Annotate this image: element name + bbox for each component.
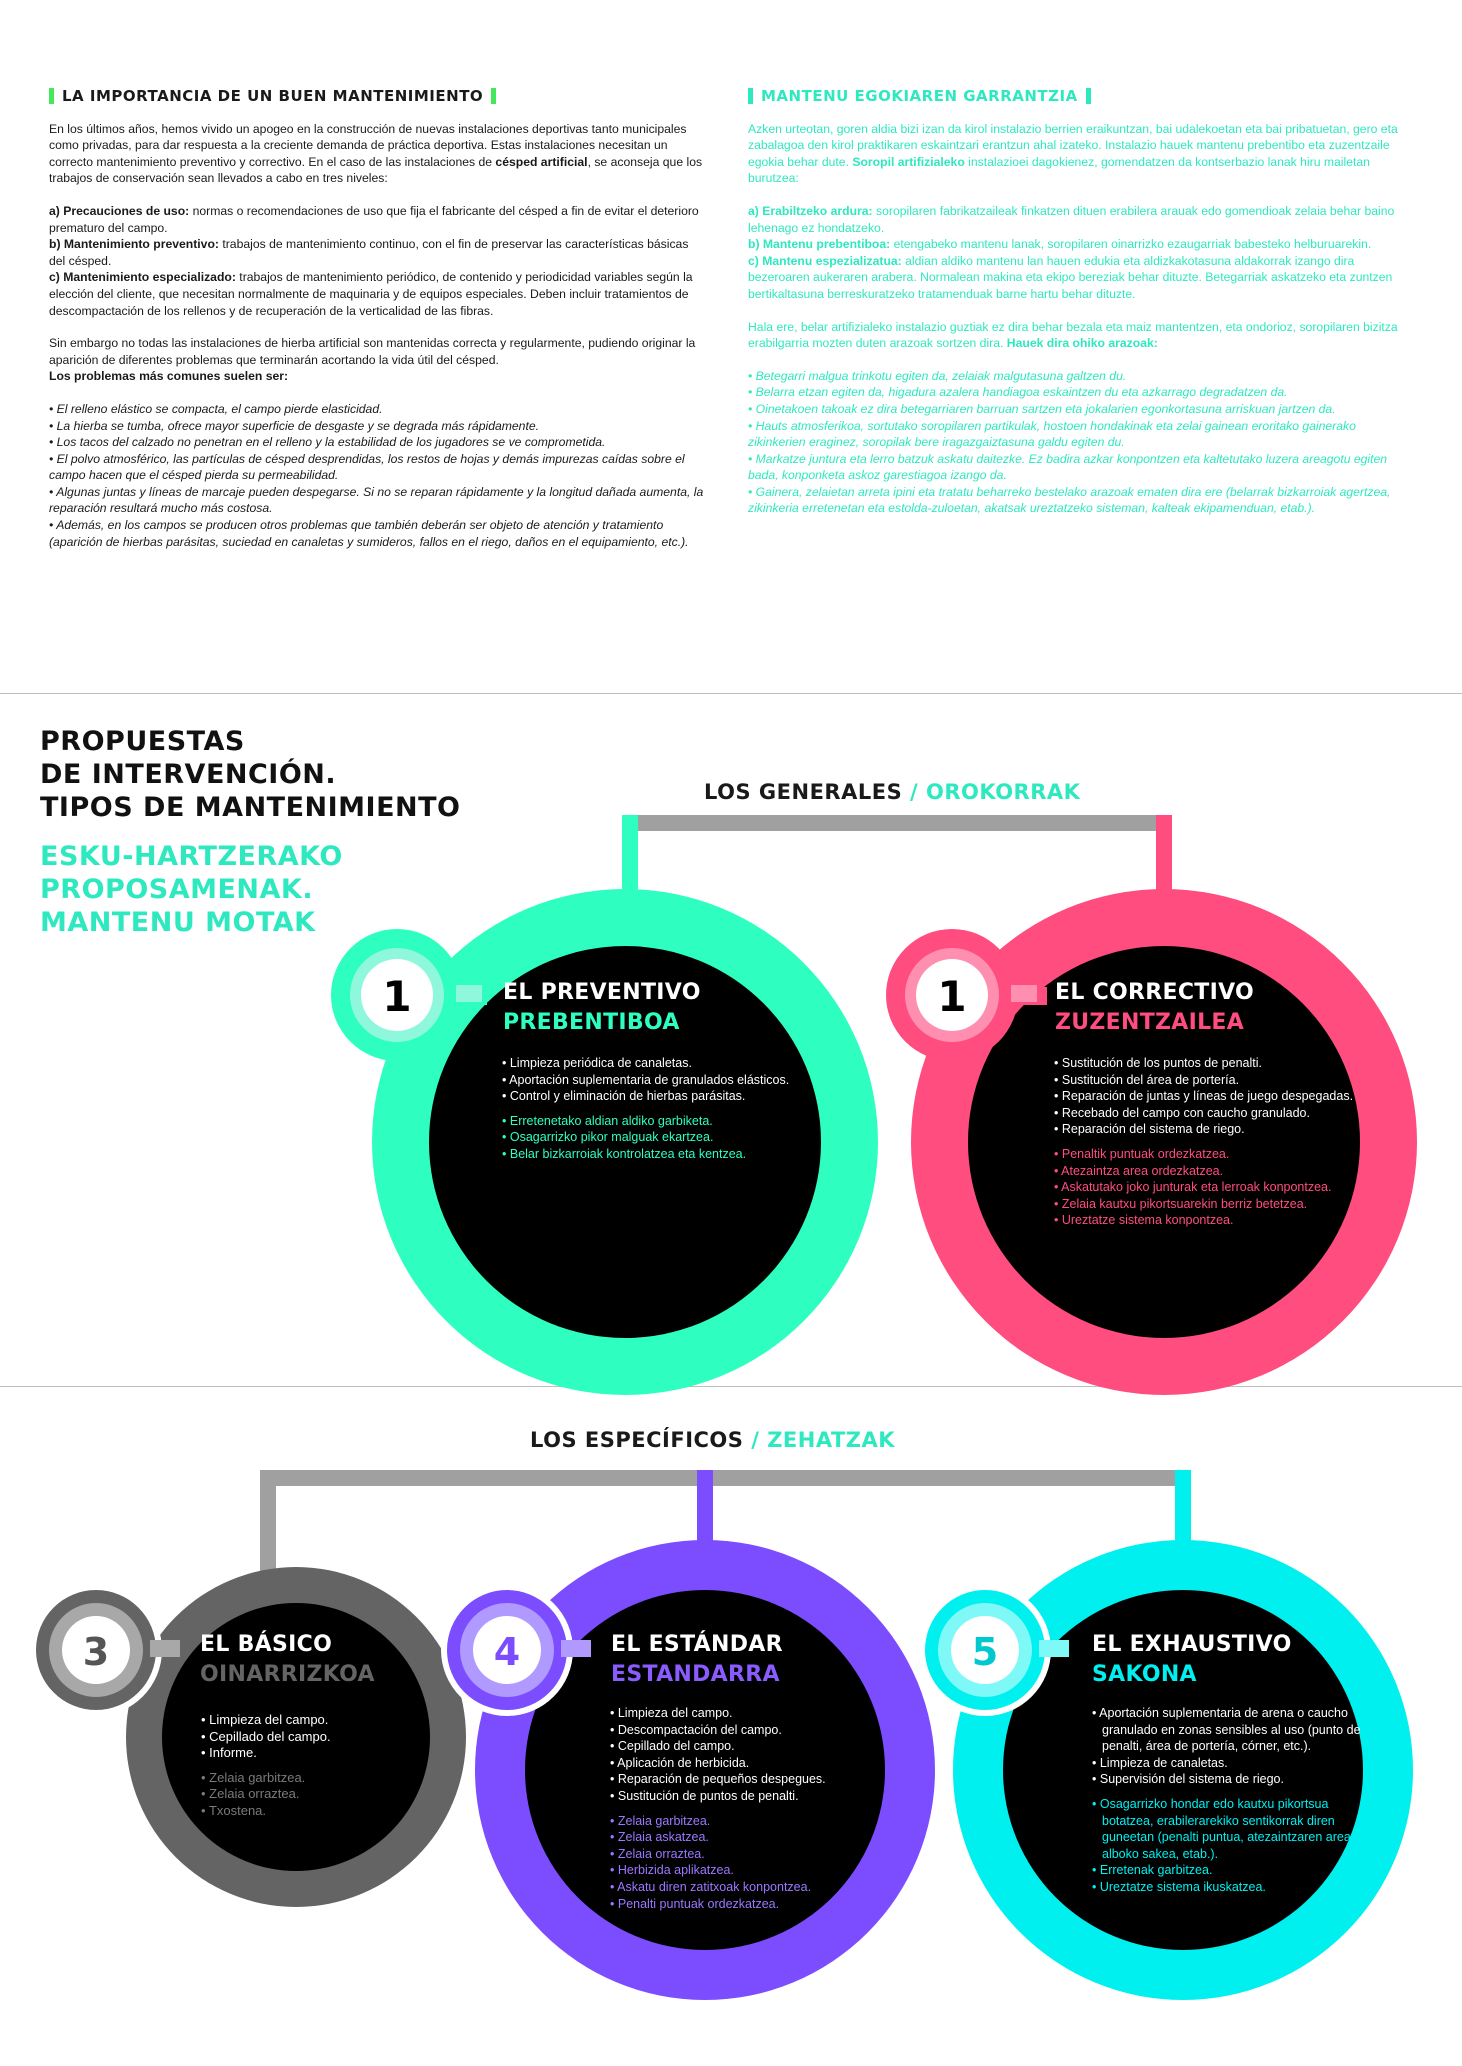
list-item: • Zelaia garbitzea.	[610, 1813, 880, 1830]
badge-tab	[456, 985, 482, 1002]
problem-item: • Markatze juntura eta lerro batzuk askatu daitezke. Ez badira azkar konpontzen eta kaltetutako luzera areagotu egiten bada, konponketa askoz garestiagoa izango da.	[748, 451, 1388, 483]
list-item: • Txostena.	[201, 1803, 401, 1820]
list-item: • Zelaia garbitzea.	[201, 1770, 401, 1787]
problem-item: • Gainera, zelaietan arreta ipini eta tratatu beharreko bestelako arazoak ematen dira ere (belarrak bizkarroiak agertzea, zikinkeria erretenetan eta estolda-zuloetan, akatsak ureztatzeko sisteman, kalteak ekipamenduan, etab.).	[748, 484, 1391, 516]
circle-title-basico	[200, 1630, 375, 1690]
list-item: • Cepillado del campo.	[610, 1738, 880, 1755]
label-es: LOS ESPECÍFICOS	[530, 1428, 744, 1452]
text-bold: Hauek dira ohiko arazoak:	[1006, 336, 1158, 351]
text: , se aconseja que los trabajos de conservación sean llevados a cabo en tres niveles:	[49, 154, 703, 186]
list-item: • Limpieza de canaletas.	[1092, 1755, 1382, 1772]
title-es: EL ESTÁNDAR	[611, 1632, 783, 1657]
title-eu: ZUZENTZAILEA	[1055, 1010, 1245, 1035]
title-line: MANTENU MOTAK	[40, 907, 316, 938]
text: En los últimos años, hemos vivido un apogeo en la construcción de nuevas instalaciones deportivas tanto municipales como privadas, para dar respuesta a la creciente demanda de práctica deportiva. Estas instalaciones necesitan un correcto mantenimiento preventivo y correctivo. En el caso de las instalaciones de	[49, 121, 687, 169]
level-key: a) Erabiltzeko ardura:	[748, 203, 873, 218]
list-item: • Zelaia orraztea.	[201, 1786, 401, 1803]
list-item: • Sustitución del área de portería.	[1054, 1072, 1394, 1089]
title-line: TIPOS DE MANTENIMIENTO	[40, 792, 461, 823]
level-key: b) Mantenu prebentiboa:	[748, 237, 891, 252]
list-item: • Ureztatze sistema konpontzea.	[1054, 1212, 1394, 1229]
problem-item: • Oinetakoen takoak ez dira betegarriaren barruan sartzen eta jokalarien egonkortasuna arriskuan jartzen da.	[748, 401, 1336, 416]
level-key: b) Mantenimiento preventivo:	[49, 237, 219, 252]
list-item: • Herbizida aplikatzea.	[610, 1862, 880, 1879]
list-item: • Erretenak garbitzea.	[1092, 1862, 1382, 1879]
level-key: a) Precauciones de uso:	[49, 203, 190, 218]
label-sep: /	[743, 1428, 768, 1452]
list-item: • Descompactación del campo.	[610, 1722, 880, 1739]
list-item: • Reparación del sistema de riego.	[1054, 1121, 1394, 1138]
problem-item: • El polvo atmosférico, las partículas de césped desprendidas, los restos de hojas y demás impurezas caídas sobre el campo hacen que el césped pierda su permeabilidad.	[49, 451, 685, 483]
list-item: • Control y eliminación de hierbas parásitas.	[502, 1088, 842, 1105]
title-es: EL BÁSICO	[200, 1632, 333, 1657]
text-bold: Los problemas más comunes suelen ser:	[49, 369, 289, 384]
badge-tab	[1039, 1640, 1069, 1657]
list-item: • Zelaia orraztea.	[610, 1846, 880, 1863]
title-line: DE INTERVENCIÓN.	[40, 759, 337, 790]
problem-item: • El relleno elástico se compacta, el campo pierde elasticidad.	[49, 401, 383, 416]
list-estandar	[610, 1705, 880, 1912]
text: instalazioei dagokienez, gomendatzen da kontserbazio lanak hiru mailetan burutzea:	[748, 154, 1370, 186]
text: Azken urteotan, goren aldia bizi izan da kirol instalazio berrien eraikuntzan, bai udalekoetan eta bai pribatuetan, gero eta zabalagoa den kirol praktikaren eskaintzari erantzun ahal izateko. Instalazio hauek mantenu prebentibo eta zuzentzaile egokia behar dute.	[748, 121, 1398, 169]
title-eu: PREBENTIBOA	[503, 1010, 680, 1035]
title-es: EL CORRECTIVO	[1055, 980, 1255, 1005]
list-item: • Zelaia askatzea.	[610, 1829, 880, 1846]
list-item: • Limpieza del campo.	[610, 1705, 880, 1722]
list-item: • Askatutako joko junturak eta lerroak konpontzea.	[1054, 1179, 1394, 1196]
intro-es-title-text: LA IMPORTANCIA DE UN BUEN MANTENIMIENTO	[62, 87, 484, 105]
list-item: • Zelaia kautxu pikortsuarekin berriz betetzea.	[1054, 1196, 1394, 1213]
level-key: c) Mantenimiento especializado:	[49, 270, 236, 285]
intro-eu-title-text: MANTENU EGOKIAREN GARRANTZIA	[761, 87, 1078, 105]
level-text: etengabeko mantenu lanak, soropilaren oinarrizko ezaugarriak babesteko helburuarekin.	[890, 237, 1372, 252]
circle-title-preventivo	[503, 978, 701, 1038]
problem-item: • La hierba se tumba, ofrece mayor superficie de desgaste y se degrada más rápidamente.	[49, 418, 540, 433]
level-text: soropilaren fabrikatzaileak finkatzen dituen erabilera arauak edo gomendioak zelaia behar baino lehenago ez hondatzeko.	[748, 203, 1395, 235]
list-item: • Ureztatze sistema ikuskatzea.	[1092, 1879, 1382, 1896]
title-line: PROPUESTAS	[40, 726, 245, 757]
list-item: • Aportación suplementaria de arena o caucho granulado en zonas sensibles al uso (punto de penalti, área de portería, córner, etc.).	[1092, 1705, 1382, 1755]
list-item: • Recebado del campo con caucho granulado.	[1054, 1105, 1394, 1122]
title-line: ESKU-HARTZERAKO	[40, 841, 343, 872]
level-key: c) Mantenu espezializatua:	[748, 253, 902, 268]
list-correctivo	[1054, 1055, 1394, 1229]
list-item: • Belar bizkarroiak kontrolatzea eta kentzea.	[502, 1146, 842, 1163]
problem-item: • Además, en los campos se producen otros problemas que también deberán ser objeto de atención y tratamiento (aparición de hierbas parásitas, suciedad en canaletas y sumideros, fallos en el riego, daños en el equipamiento, etc.).	[49, 518, 689, 549]
text: Hala ere, belar artifizialeko instalazio guztiak ez dira behar bezala eta maiz mantentzen, eta ondorioz, soropilaren bizitza erabilgarria mozten duten arazoak sortzen dira.	[748, 319, 1398, 351]
list-item: • Penalti puntuak ordezkatzea.	[610, 1896, 880, 1913]
title-line: PROPOSAMENAK.	[40, 874, 314, 905]
problem-item: • Algunas juntas y líneas de marcaje pueden despegarse. Si no se reparan rápidamente y la longitud dañada aumenta, la reparación resultará mucho más costosa.	[49, 484, 704, 516]
list-exhaustivo	[1092, 1705, 1382, 1896]
badge-number: 1	[382, 972, 412, 1021]
list-item: • Limpieza periódica de canaletas.	[502, 1055, 842, 1072]
title-eu: OINARRIZKOA	[200, 1662, 375, 1687]
list-item: • Osagarrizko pikor malguak ekartzea.	[502, 1129, 842, 1146]
list-item: • Aportación suplementaria de granulados elásticos.	[502, 1072, 842, 1089]
label-sep: /	[902, 780, 926, 804]
list-item: • Erretenetako aldian aldiko garbiketa.	[502, 1113, 842, 1130]
connector-bar	[260, 1470, 1180, 1486]
badge-tab	[561, 1640, 591, 1657]
title-eu: SAKONA	[1092, 1662, 1197, 1687]
circle-title-estandar	[611, 1630, 783, 1690]
title-eu: ESTANDARRA	[611, 1662, 780, 1687]
badge-number: 3	[82, 1630, 110, 1674]
list-item: • Atezaintza area ordezkatzea.	[1054, 1163, 1394, 1180]
list-item: • Askatu diren zatitxoak konpontzea.	[610, 1879, 880, 1896]
list-preventivo	[502, 1055, 842, 1163]
problem-item: • Hauts atmosferikoa, sortutako soropilaren partikulak, hostoen hondakinak eta zelai gainean eroritako gainerako zikinkerien eraginez, soropilak bere iragazgaiztasuna galdu egiten du.	[748, 418, 1356, 450]
label-eu: ZEHATZAK	[767, 1428, 896, 1452]
list-item: • Cepillado del campo.	[201, 1729, 401, 1746]
badge-number: 4	[493, 1630, 521, 1674]
problem-item: • Los tacos del calzado no penetran en el relleno y la estabilidad de los jugadores se ve comprometida.	[49, 435, 606, 450]
list-item: • Penaltik puntuak ordezkatzea.	[1054, 1146, 1394, 1163]
text-bold: Soropil artifizialeko	[852, 154, 965, 169]
list-item: • Limpieza del campo.	[201, 1712, 401, 1729]
title-es: EL PREVENTIVO	[503, 980, 701, 1005]
label-es: LOS GENERALES	[704, 780, 903, 804]
text-bold: césped artificial	[495, 154, 588, 169]
problem-item: • Betegarri malgua trinkotu egiten da, zelaiak malgutasuna galtzen du.	[748, 368, 1127, 383]
circle-title-exhaustivo	[1092, 1630, 1292, 1690]
list-item: • Sustitución de puntos de penalti.	[610, 1788, 880, 1805]
text: Sin embargo no todas las instalaciones de hierba artificial son mantenidas correcta y regularmente, pudiendo originar la aparición de diferentes problemas que terminarán acortando la vida útil del césped.	[49, 336, 696, 367]
list-item: • Aplicación de herbicida.	[610, 1755, 880, 1772]
badge-tab	[150, 1640, 180, 1657]
circle-title-correctivo	[1055, 978, 1254, 1038]
level-text: normas o recomendaciones de uso que fija el fabricante del césped a fin de evitar el deterioro prematuro del campo.	[49, 203, 699, 235]
list-item: • Informe.	[201, 1745, 401, 1762]
level-text: trabajos de mantenimiento periódico, de contenido y periodicidad variables según la elección del cliente, que necesitan normalmente de maquinaria y de equipos especiales. Deben incluir tratamientos de descompactación de los rellenos y de recuperación de la verticalidad de las fibras.	[49, 270, 693, 318]
list-item: • Reparación de pequeños despegues.	[610, 1771, 880, 1788]
problem-item: • Belarra etzan egiten da, higadura azalera handiagoa eskaintzen du eta azkarrago degradatzen da.	[748, 385, 1288, 400]
badge-number: 1	[937, 972, 967, 1021]
badge-tab	[1011, 985, 1037, 1002]
level-text: trabajos de mantenimiento continuo, con el fin de preservar las características básicas del césped.	[49, 237, 689, 268]
list-basico	[201, 1712, 401, 1820]
level-text: aldian aldiko mantenu lan hauen edukia eta aldizkakotasuna aldakorrak izango dira bezeroaren aukeraren arabera. Normalean makina eta ekipo bereziak behar dituzte. Betegarriak askatzeko eta zuntzen bertikaltasuna berreskuratzeko tratamenduak barne hartu behar dituzte.	[748, 253, 1393, 301]
list-item: • Reparación de juntas y líneas de juego despegadas.	[1054, 1088, 1394, 1105]
connector-bar	[622, 815, 1172, 831]
title-es: EL EXHAUSTIVO	[1092, 1632, 1292, 1657]
badge-number: 5	[971, 1630, 999, 1674]
label-eu: OROKORRAK	[926, 780, 1081, 804]
list-item: • Sustitución de los puntos de penalti.	[1054, 1055, 1394, 1072]
list-item: • Supervisión del sistema de riego.	[1092, 1771, 1382, 1788]
list-item: • Osagarrizko hondar edo kautxu pikortsua botatzea, erabilerarekiko sentikorrak diren guneetan (penalti puntua, atezaintzaren area, alboko sakea, etab.).	[1092, 1796, 1382, 1862]
